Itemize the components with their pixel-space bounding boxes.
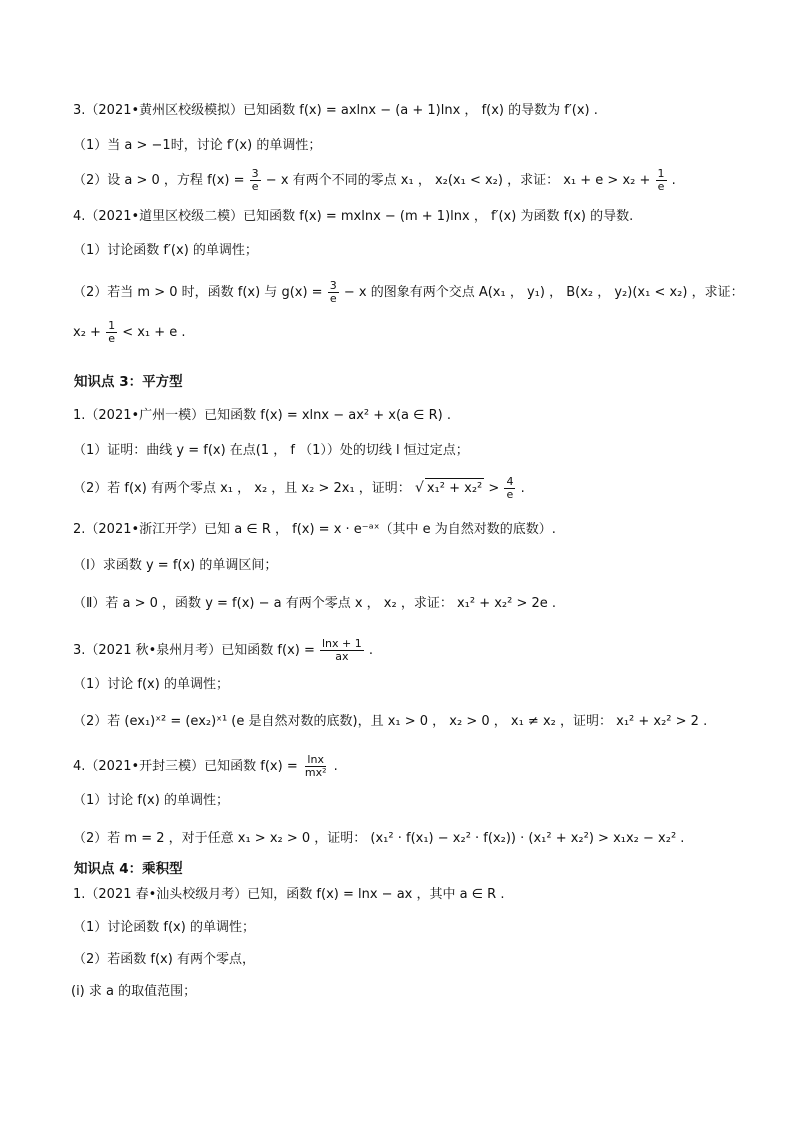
problem-3-part-1: （1）当 a > −1时，讨论 f′(x) 的单调性；: [73, 138, 322, 153]
s4-problem-1-sub-i: (i) 求 a 的取值范围；: [71, 984, 197, 999]
s4-problem-1-part-2: （2）若函数 f(x) 有两个零点，: [73, 952, 255, 967]
problem-4-stem: 4.（2021•道里区校级二模）已知函数 f(x) = mxlnx − (m + 1)lnx ， f′(x) 为函数 f(x) 的导数.: [73, 209, 634, 224]
fraction: $\frac{\ln x}{\text{mx²}}$: [304, 753, 327, 779]
s3-problem-2-part-1: （Ⅰ）求函数 y = f(x) 的单调区间；: [73, 558, 278, 573]
problem-4-part-1: （1）讨论函数 f′(x) 的单调性；: [73, 243, 258, 258]
s3-problem-4-stem: 4.（2021•开封三模）已知函数 f(x) = $\frac{\ln x}{\text{mx²}}$ .: [73, 753, 338, 779]
s3-problem-3-part-1: （1）讨论 f(x) 的单调性；: [73, 677, 229, 692]
s4-problem-1-part-1: （1）讨论函数 f(x) 的单调性；: [73, 920, 255, 935]
problem-4-part-2: （2）若当 m > 0 时，函数 f(x) 与 g(x) = $\frac{3}{e}$ − x 的图象有两个交点 A(x₁ ， y₁) ， B(x₂ ， y₂)(x₁ < x₂) ，求证：: [73, 279, 744, 305]
fraction: $\frac{4}{e}$: [506, 475, 514, 501]
problem-3-part-2: （2）设 a > 0 ，方程 f(x) = $\frac{3}{e}$ − x 有两个不同的零点 x₁ ， x₂(x₁ < x₂) ，求证： x₁ + e > x₂ + $\frac{1}{e}$ .: [73, 167, 676, 193]
problem-3-stem: 3.（2021•黄州区校级模拟）已知函数 f(x) = axlnx − (a + 1)lnx ， f(x) 的导数为 f′(x) .: [73, 103, 598, 118]
s4-problem-1-stem: 1.（2021 春•汕头校级月考）已知，函数 f(x) = lnx − ax ，其中 a ∈ R .: [73, 887, 505, 902]
s3-problem-1-part-2: （2）若 f(x) 有两个零点 x₁ ， x₂ ，且 x₂ > 2x₁ ，证明： √ x₁² + x₂² > $\frac{4}{e}$ .: [73, 475, 525, 501]
radical-sign: √: [414, 480, 424, 496]
section-4-heading: 知识点 4：乘积型: [74, 861, 183, 877]
fraction: $\frac{3}{e}$: [251, 167, 259, 193]
s3-problem-1-stem: 1.（2021•广州一模）已知函数 f(x) = xlnx − ax² + x(a ∈ R) .: [73, 408, 451, 423]
s3-problem-3-stem: 3.（2021 秋•泉州月考）已知函数 f(x) = $\frac{\ln x + 1}{ax}$ .: [73, 637, 374, 663]
s3-problem-3-part-2: （2）若 (ex₁)ˣ² = (ex₂)ˣ¹ (e 是自然对数的底数)，且 x₁ > 0 ， x₂ > 0 ， x₁ ≠ x₂ ，证明： x₁² + x₂² > 2 .: [73, 714, 708, 729]
fraction: $\frac{1}{e}$: [657, 167, 665, 193]
fraction: $\frac{3}{e}$: [329, 279, 337, 305]
s3-problem-4-part-2: （2）若 m = 2 ，对于任意 x₁ > x₂ > 0 ，证明： (x₁² · f(x₁) − x₂² · f(x₂)) · (x₁² + x₂²) > x₁x₂ − x₂² .: [73, 831, 685, 846]
section-3-heading: 知识点 3：平方型: [74, 374, 183, 390]
s3-problem-1-part-1: （1）证明：曲线 y = f(x) 在点(1 ， f （1））处的切线 l 恒过定点；: [73, 443, 469, 458]
s3-problem-2-stem: 2.（2021•浙江开学）已知 a ∈ R ， f(x) = x · e⁻ᵃˣ（其中 e 为自然对数的底数）.: [73, 522, 556, 537]
s3-problem-2-part-2: （Ⅱ）若 a > 0 ，函数 y = f(x) − a 有两个零点 x ， x₂ ，求证： x₁² + x₂² > 2e .: [73, 596, 557, 611]
s3-problem-4-part-1: （1）讨论 f(x) 的单调性；: [73, 793, 229, 808]
fraction: $\frac{1}{e}$: [108, 319, 116, 345]
problem-4-part-2-cont: x₂ + $\frac{1}{e}$ < x₁ + e .: [73, 319, 186, 345]
fraction: $\frac{\ln x + 1}{ax}$: [322, 637, 362, 663]
radicand: x₁² + x₂²: [425, 478, 484, 499]
